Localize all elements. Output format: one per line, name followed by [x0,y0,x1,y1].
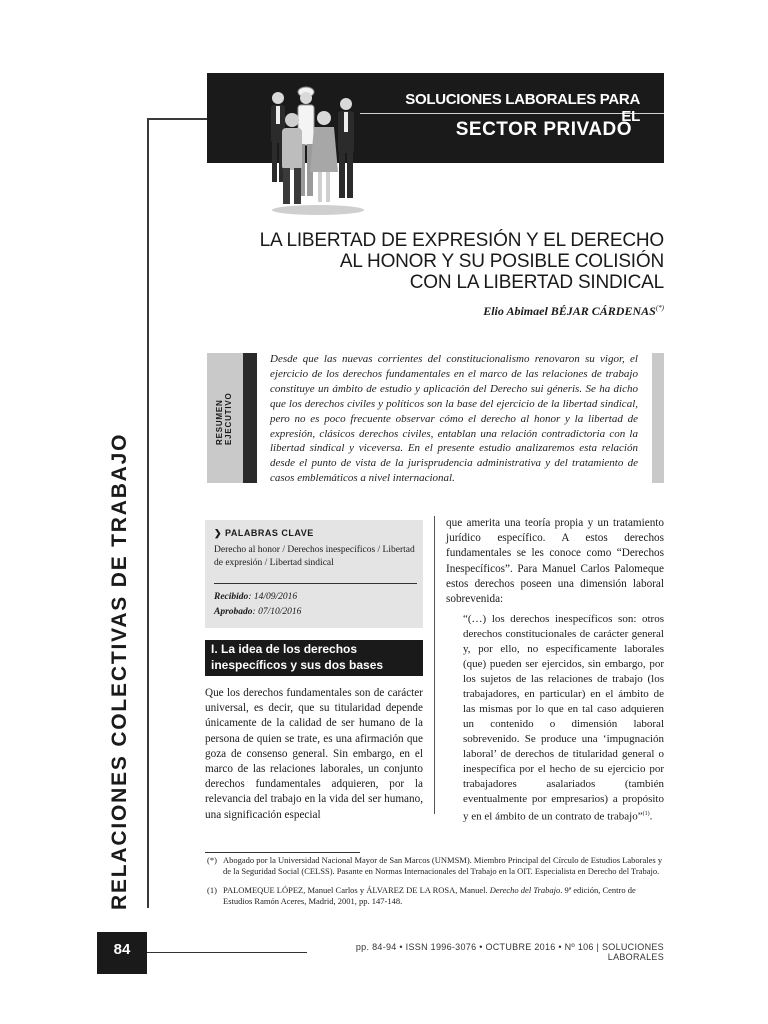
received-date [214,592,297,602]
approved-label: Aprobado [214,607,253,617]
footer-rule [147,952,307,953]
block-quote: “(…) los derechos inespecíficos son: otros derechos constitucionales de carácter general y, por ello, no específicamente laborales (que) pueden ser ejercidos, sin embargo, por los sujetos de las relaciones de trabajo (los trabajadores, en particular) en el ámbito de las mismas por lo que en tal caso adquieren un contenido o dimensión laboral sobrevenido. Se produce una ‘impugnación laboral’ de derechos de titularidad general o inespecífica por el hecho de su ejercicio por trabajadores asalariados (también eventualmente por empresarios) a propósito y en el ámbito de un contrato de trabajo”$^{(1)}$. [463,613,664,823]
footnote-ref-authors: PALOMEQUE LÓPEZ, Manuel Carlos y ÁLVAREZ DE LA ROSA, Manuel. [223,885,490,895]
keywords-list: Derecho al honor / Derechos inespecíficos / Libertad de expresión / Libertad sindical [214,545,415,568]
keywords-heading [214,528,314,539]
side-horizontal-rule [147,118,209,120]
article-title-line: LA LIBERTAD DE EXPRESIÓN Y EL DERECHO [259,230,664,251]
received-value: : 14/09/2016 [248,592,298,602]
article-title-line: CON LA LIBERTAD SINDICAL [409,272,664,293]
section-side-label [108,420,148,920]
column-divider [434,516,435,814]
abstract-tab-accent [243,353,257,483]
chevron-right-icon: ❯ [214,528,226,538]
footer-citation: pp. 84-94 • ISSN 1996-3076 • OCTUBRE 2016 • Nº 106 | SOLUCIONES LABORALES [355,942,664,962]
footnote-ref-title: Derecho del Trabajo [489,885,561,895]
abstract-tab-label [215,392,233,445]
body-column-left: Que los derechos fundamentales son de carácter universal, es decir, que su titularidad depende únicamente de la calidad de ser humano de la persona de quien se trate, es una afirmación que goza de consenso general. Sin embargo, en el marco de las relaciones laborales, un conjunto derechos fundamentales adquieren, por la relevancia del trabajo en la vida del ser humano, una significación especial [205,687,423,821]
body-column-right: que amerita una teoría propia y un tratamiento jurídico específico. A estos derechos fundamentales se les conoce como “Derechos Inespecíficos”. Para Manuel Carlos Palomeque estos derechos poseen una dimensión laboral sobrevenida: [446,517,664,606]
article-author [300,304,664,319]
section-heading: I. La idea de los derechos inespecíficos y sus dos bases teóricas [211,642,384,688]
author-name: Elio Abimael BÉJAR CÁRDENAS [483,304,656,318]
footnote-ref-details: . 9ª edición, Centro de Estudios Ramón Aceres, Madrid, 2001, pp. 147-148. [223,885,636,906]
abstract-tab-line2: EJECUTIVO [224,392,233,445]
abstract-tab [207,353,243,483]
abstract-right-bar [652,353,664,483]
author-footnote-mark: (*) [655,304,664,312]
section-side-label-text: RELACIONES COLECTIVAS DE TRABAJO [108,432,131,910]
footnote-divider [205,852,360,853]
received-label: Recibido [214,592,249,602]
footnote-mark: (*) [207,855,217,865]
header-title-line1: SOLUCIONES LABORALES PARA EL [405,91,640,125]
quote-text: “(…) los derechos inespecíficos son: otros derechos constitucionales de carácter general y, por ello, no específicamente laborales (que) pueden ser ejercidos, sin embargo, por los sujetos de las relaciones de trabajo (los trabajadores, en particular) en el ámbito de las mismas por lo que en tal caso adquieren un contenido o dimensión laboral sobrevenido. Se produce una ‘impugnación laboral’ de derechos de titularidad general o inespecífica por el hecho de su ejercicio por trabajadores asalariados (también eventualmente por empresarios) a propósito y en el ámbito de un contrato de trabajo” [463,613,664,823]
approved-value: : 07/10/2016 [252,607,302,617]
quote-footnote-ref: (1) [642,811,650,817]
article-title [240,230,664,293]
footnote-reference [223,885,664,907]
keywords-divider [214,583,417,584]
abstract-text: Desde que las nuevas corrientes del constitucionalismo renovaron su vigor, el ejercicio de los derechos fundamentales en el marco de las relaciones de trabajo constituye un ámbito de estudio y aplicación del Derecho sui géneris. Se ha dicho que los derechos civiles y políticos son la base del ejercicio de la libertad sindical, pero no es poco frecuente observar cómo el derecho al honor y la libertad de expresión, clásicos derechos civiles, entablan una relación contradictoria con la libertad sindical y viceversa. En el presente estudio analizaremos esta relación desde el punto de vista de la jurisprudencia administrativa y del tratamiento de casos emblemáticos a nivel internacional. [270,353,638,485]
article-title-line: AL HONOR Y SU POSIBLE COLISIÓN [339,251,664,272]
page-number: 84 [113,941,131,958]
header-title-line2: SECTOR PRIVADO [455,119,632,140]
abstract-tab-line1: RESUMEN [215,399,224,445]
business-people-illustration [262,82,374,216]
footnote-mark: (1) [207,885,217,895]
footnote-author: Abogado por la Universidad Nacional Mayor de San Marcos (UNMSM). Miembro Principal del Círculo de Estudios Laborales y de la Seguridad Social (CELSS). Pasante en Normas Internacionales del Trabajo en la OIT. Especialista en Derecho del Trabajo. [223,855,663,876]
approved-date [214,607,301,617]
keywords-heading-text: PALABRAS CLAVE [225,528,314,538]
